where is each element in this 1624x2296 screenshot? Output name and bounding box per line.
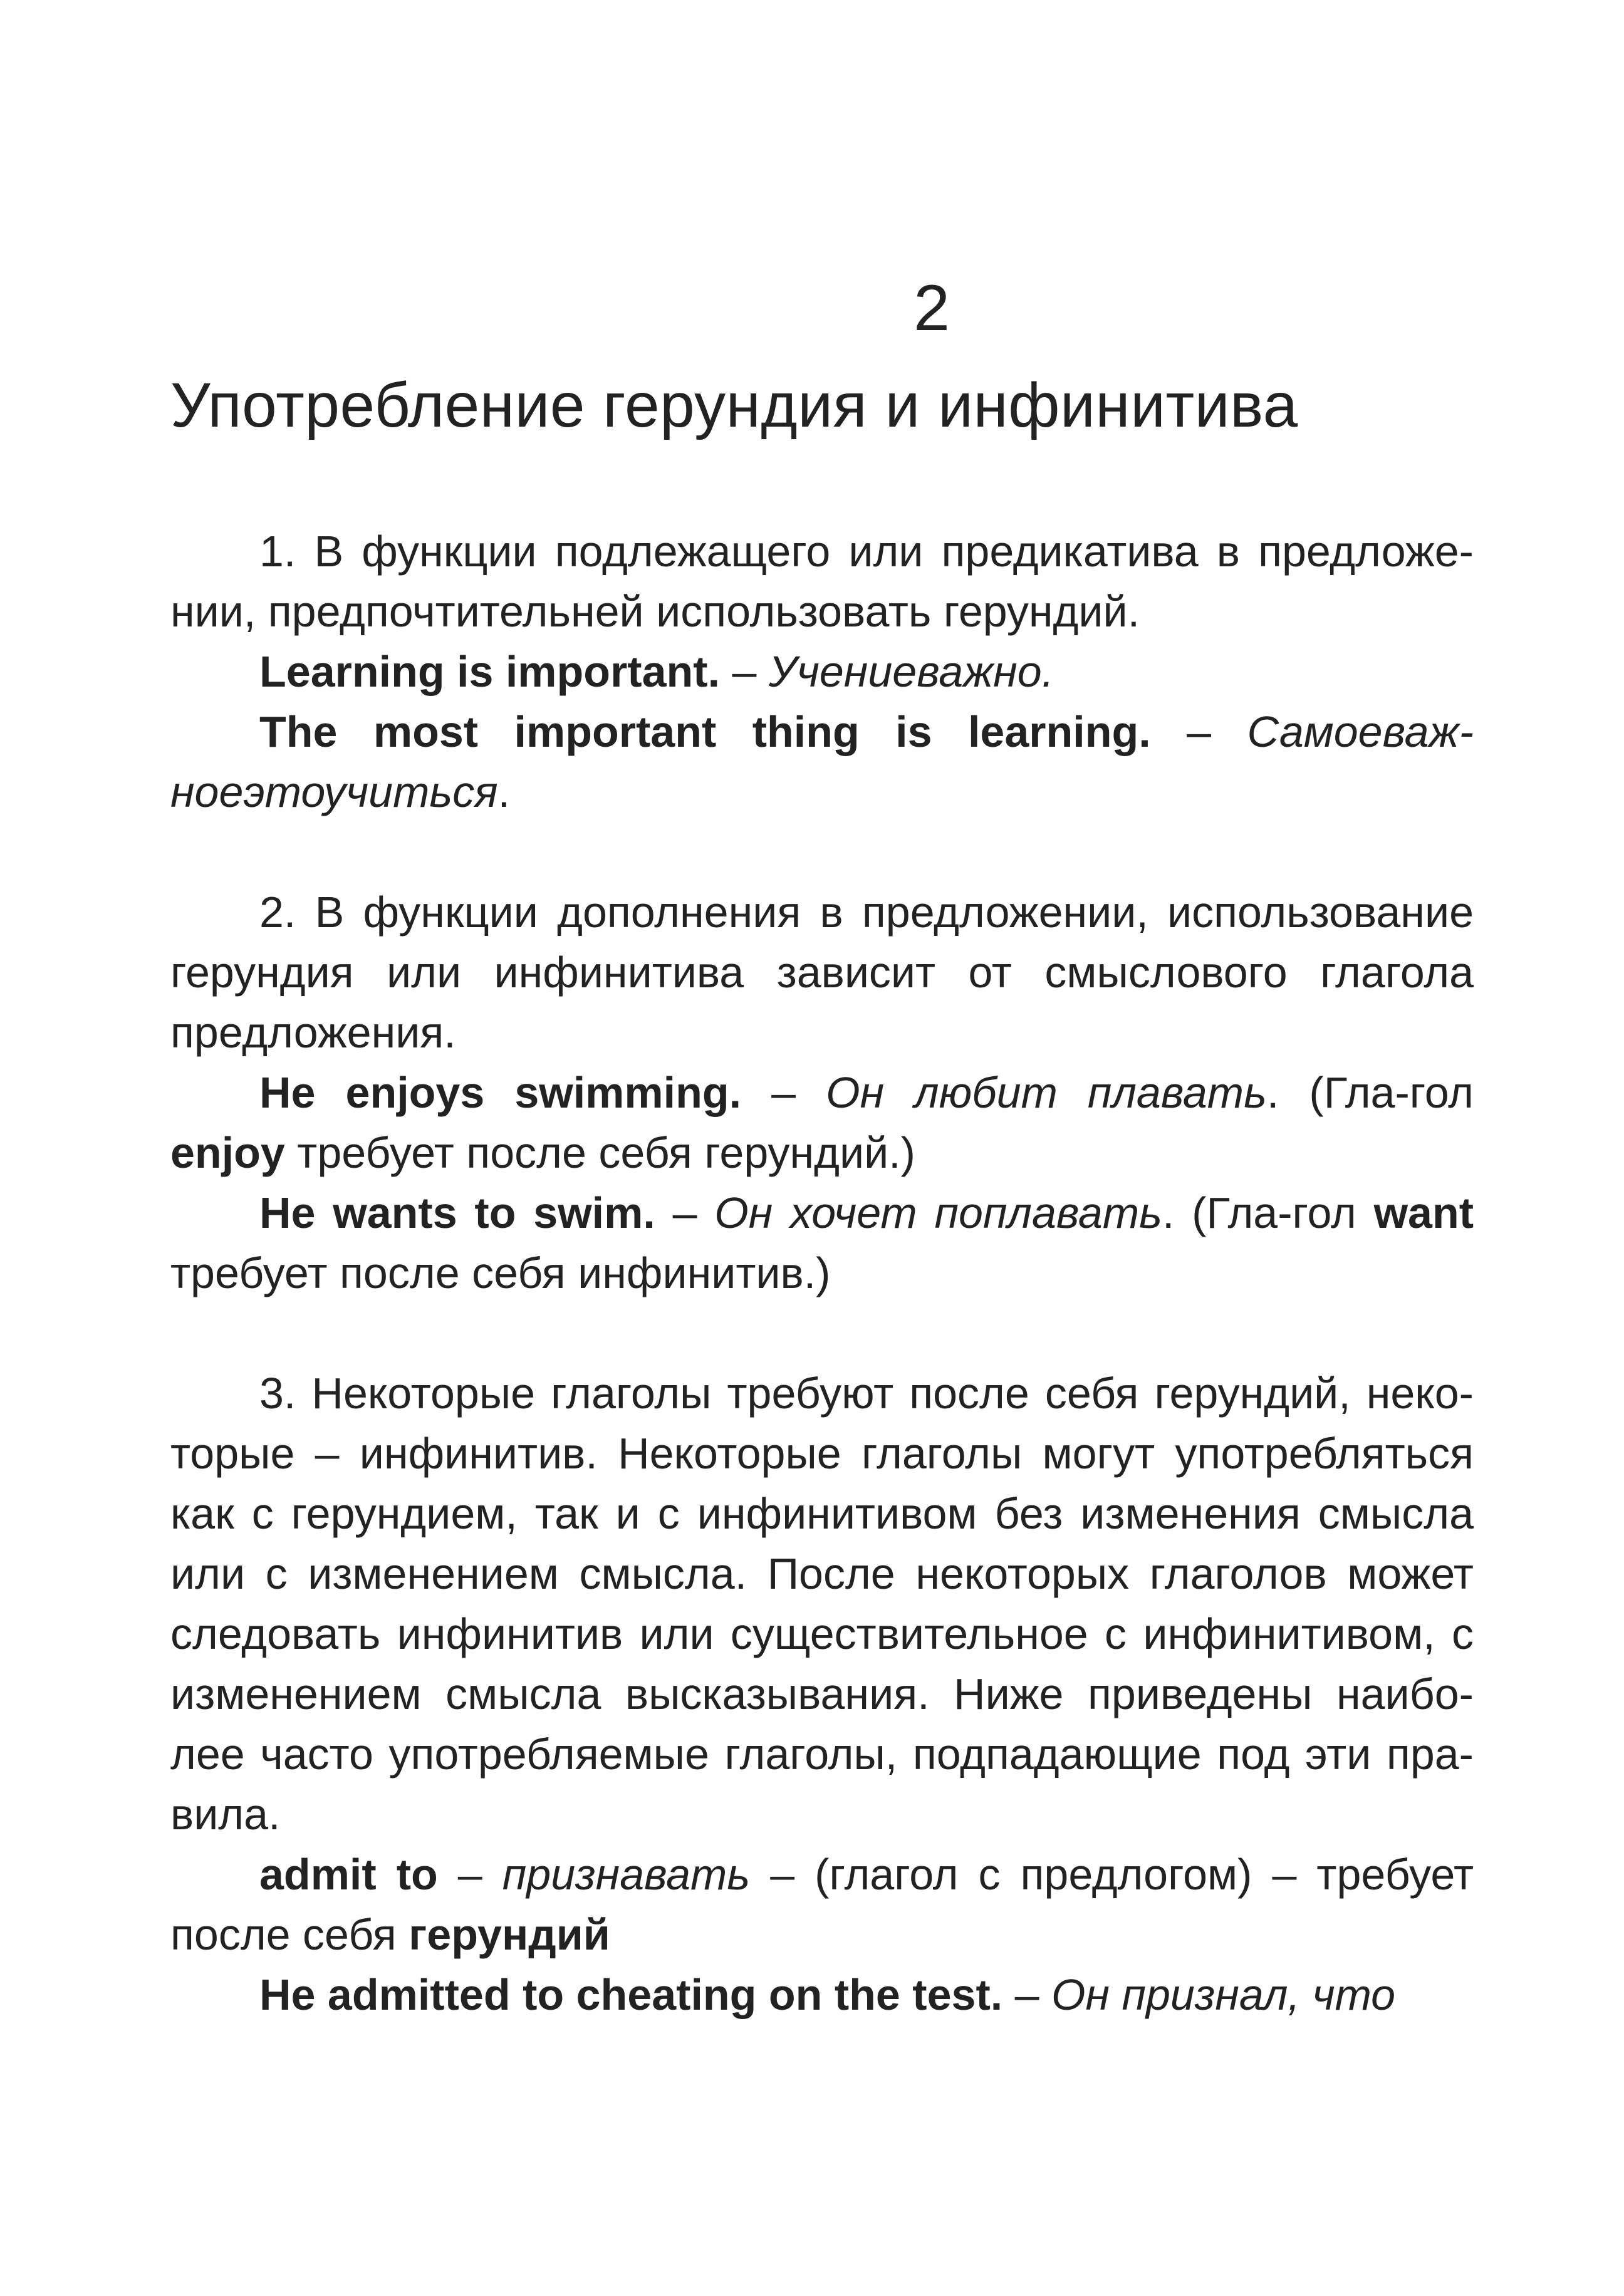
rule-paragraph: 3. Некоторые глаголы требуют после себя герундий, неко-торые – инфинитив. Некоторые глаголы могут употребляться как с герундием, так и с инфинитивом без изменения смысла или с изменением смысла. После некоторых глаголов может следовать инфинитив или существительное с инфинитивом, с изменением смысла высказывания. Ниже приведены наибо-лее часто употребляемые глаголы, подпадающие под эти пра-вила. (170, 1369, 1474, 1839)
verb: enjoy (170, 1128, 285, 1177)
section-2 (170, 882, 1474, 1303)
english-example: He admitted to cheating on the test. (259, 1970, 1003, 2019)
dash: – (720, 647, 769, 696)
rule-paragraph: 1. В функции подлежащего или предикатива в предложе-нии, предпочтительней использовать герундий. (170, 527, 1474, 636)
dash: – (655, 1188, 715, 1237)
note-after: требует после себя герундий.) (284, 1128, 915, 1177)
dash: – (1002, 1970, 1052, 2019)
example-line (170, 1062, 1474, 1183)
russian-translation: Он любит плавать (826, 1068, 1267, 1117)
note-before: . (Гла-гол (1162, 1188, 1374, 1237)
english-example: admit to (259, 1850, 438, 1899)
example-line (170, 642, 1474, 702)
section-1 (170, 521, 1474, 822)
russian-translation: Он признал, что (1051, 1970, 1396, 2019)
emphasis: герундий (409, 1910, 610, 1959)
note-after: требует после себя инфинитив.) (170, 1249, 831, 1297)
example-line (170, 1844, 1474, 1965)
chapter-number: 2 (914, 272, 950, 345)
chapter-title: Употребление герундия и инфинитива (170, 370, 1298, 440)
verb: want (1373, 1188, 1474, 1237)
dash: – (1150, 707, 1247, 756)
dash: – (741, 1068, 826, 1117)
dash: – (437, 1850, 502, 1899)
russian-translation: признавать (502, 1850, 751, 1899)
section-3 (170, 1363, 1474, 2025)
english-example: He enjoys swimming. (259, 1068, 742, 1117)
example-line (170, 1183, 1474, 1303)
example-line: The most important thing is learning. – Самоеваж-ноеэтоучиться. (170, 707, 1474, 816)
page (170, 272, 1474, 2085)
english-example: Learning is important. (259, 647, 721, 696)
english-example: He wants to swim. (259, 1188, 655, 1237)
rule-paragraph: 2. В функции дополнения в предложении, использование герундия или инфинитива зависит от смыслового глагола предложения. (170, 888, 1474, 1057)
russian-translation: Он хочет поплавать (714, 1188, 1162, 1237)
russian-translation: Самоеваж-ноеэтоучиться (170, 707, 1474, 816)
english-example: The most important thing is learning. (259, 707, 1151, 756)
note-before: . (Гла-гол (1266, 1068, 1474, 1117)
note: – (глагол с предлогом) – требует после себя (170, 1850, 1474, 1959)
russian-translation: Учениеважно. (768, 647, 1054, 696)
example-line (170, 1965, 1474, 2025)
